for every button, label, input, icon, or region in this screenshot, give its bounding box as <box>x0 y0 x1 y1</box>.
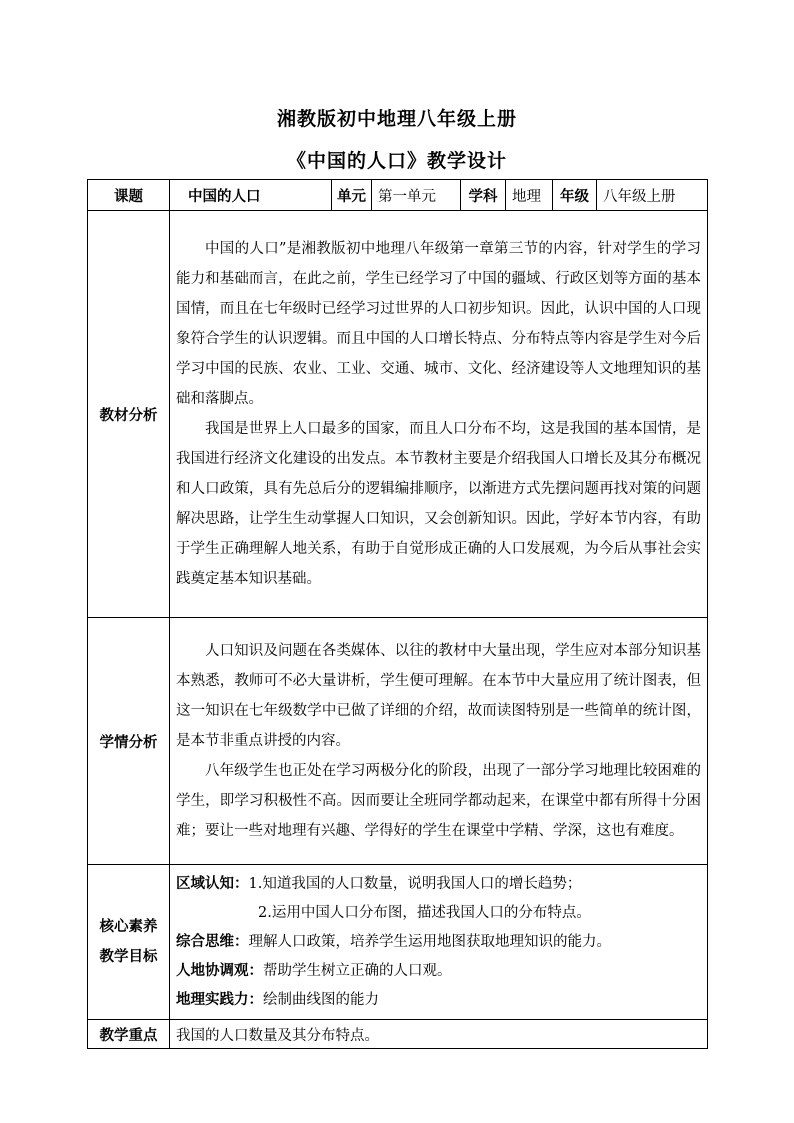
harmony-text: 帮助学生树立正确的人口观。 <box>263 962 452 979</box>
document-subtitle: 《中国的人口》教学设计 <box>286 150 507 172</box>
region-item-1: 1.知道我国的人口数量，说明我国人口的增长趋势； <box>248 875 582 892</box>
harmony-label: 人地协调观： <box>176 962 263 979</box>
objectives-label-line2: 教学目标 <box>99 949 158 965</box>
synthesis-label: 综合思维： <box>176 933 249 950</box>
learner-analysis-row <box>88 618 708 865</box>
subject-value: 地理 <box>506 180 553 211</box>
lesson-plan-table <box>87 179 708 1049</box>
key-points-label: 教学重点 <box>88 1020 170 1049</box>
unit-label: 单元 <box>332 180 372 211</box>
practice-objective <box>176 986 701 1015</box>
synthesis-objective <box>176 928 701 957</box>
textbook-analysis-paragraph: 我国是世界上人口最多的国家，而且人口分布不均，这是我国的基本国情，是我国进行经济文化建设的出发点。本节教材主要是介绍我国人口增长及其分布概况和人口政策，具有先总后分的逻辑编排顺序，以渐进方式先摆问题再找对策的问题解决思路，让学生生动掌握人口知识，又会创新知识。因此，学好本节内容，有助于学生正确理解人地关系，有助于自觉形成正确的人口发展观，为今后从事社会实践奠定基本知识基础。 <box>176 421 701 587</box>
learner-analysis-paragraph: 人口知识及问题在各类媒体、以往的教材中大量出现，学生应对本部分知识基本熟悉，教师可不必大量讲析，学生便可理解。在本节中大量应用了统计图表，但这一知识在七年级数学中已做了详细的介绍，故而读图特别是一些简单的统计图，是本节非重点讲授的内容。 <box>176 643 701 749</box>
unit-value: 第一单元 <box>372 180 461 211</box>
synthesis-text: 理解人口政策，培养学生运用地图获取地理知识的能力。 <box>248 933 611 950</box>
learner-analysis-label: 学情分析 <box>88 618 170 865</box>
course-value: 中国的人口 <box>170 180 332 211</box>
region-objective-1 <box>176 870 701 899</box>
key-points-row <box>88 1020 708 1049</box>
document-title: 湘教版初中地理八年级上册 <box>276 108 517 130</box>
grade-value: 八年级上册 <box>597 180 708 211</box>
objectives-label-line1: 核心素养 <box>99 919 158 935</box>
textbook-analysis-label: 教材分析 <box>88 211 170 618</box>
objectives-row <box>88 865 708 1020</box>
region-item-2: 2.运用中国人口分布图，描述我国人口的分布特点。 <box>258 904 591 921</box>
textbook-analysis-paragraph: 中国的人口”是湘教版初中地理八年级第一章第三节的内容，针对学生的学习能力和基础而言，在此之前，学生已经学习了中国的疆域、行政区划等方面的基本国情，而且在七年级时已经学习过世界的人口初步知识。因此，认识中国的人口现象符合学生的认识逻辑。而且中国的人口增长特点、分布特点等内容是学生对今后学习中国的民族、农业、工业、交通、城市、文化、经济建设等人文地理知识的基础和落脚点。 <box>176 241 701 407</box>
harmony-objective <box>176 957 701 986</box>
textbook-analysis-row <box>88 211 708 618</box>
header-row <box>88 180 708 211</box>
learner-analysis-paragraph: 八年级学生也正处在学习两极分化的阶段，出现了一部分学习地理比较困难的学生，即学习积极性不高。因而要让全班同学都动起来，在课堂中都有所得十分困难；要让一些对地理有兴趣、学得好的学生在课堂中学精、学深，这也有难度。 <box>176 763 701 839</box>
region-label: 区域认知： <box>176 875 249 892</box>
practice-text: 绘制曲线图的能力 <box>263 991 379 1008</box>
grade-label: 年级 <box>553 180 597 211</box>
course-label: 课题 <box>88 180 170 211</box>
subject-label: 学科 <box>461 180 506 211</box>
practice-label: 地理实践力： <box>176 991 263 1008</box>
key-points-text: 我国的人口数量及其分布特点。 <box>170 1020 708 1049</box>
